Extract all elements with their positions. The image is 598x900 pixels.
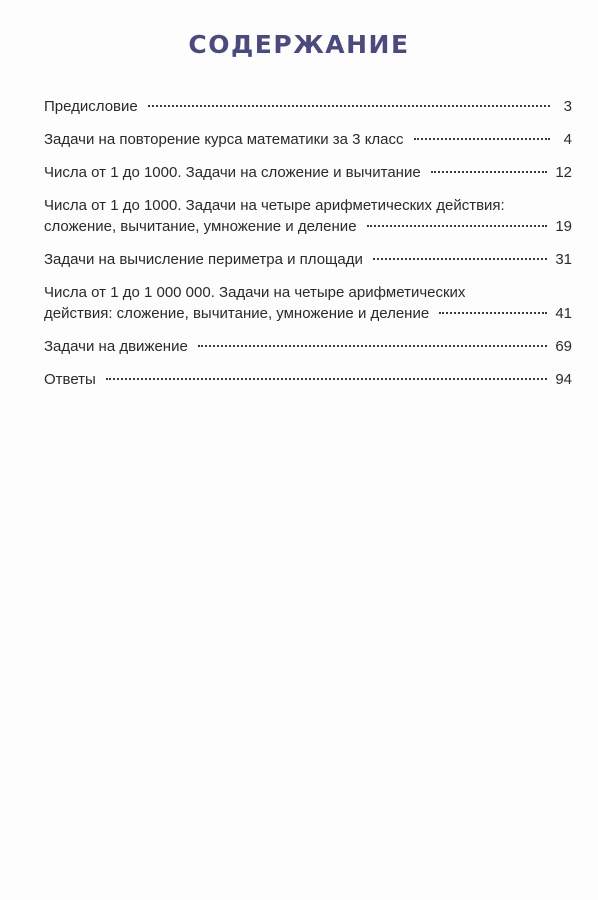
toc-entry-page: 12 xyxy=(555,164,572,181)
toc-entry-page: 4 xyxy=(563,131,572,148)
toc-entry[interactable] xyxy=(44,282,572,324)
dot-leader xyxy=(367,225,548,227)
toc-entry-title: Задачи на вычисление периметра и площади xyxy=(44,251,363,268)
toc-entry-title: Числа от 1 до 1000. Задачи на сложение и вычитание xyxy=(44,164,421,181)
dot-leader xyxy=(373,258,547,260)
toc-entry[interactable] xyxy=(44,249,572,270)
toc-entry[interactable] xyxy=(44,369,572,390)
toc-entry-title: Ответы xyxy=(44,371,96,388)
toc-entry[interactable] xyxy=(44,96,572,117)
toc-entry[interactable] xyxy=(44,195,572,237)
dot-leader xyxy=(414,138,550,140)
dot-leader xyxy=(106,378,547,380)
toc-entry-title-line-1: Числа от 1 до 1 000 000. Задачи на четыре арифметических xyxy=(44,284,466,301)
toc-entry-title: Предисловие xyxy=(44,98,138,115)
table-of-contents xyxy=(44,96,572,402)
toc-entry-title-line-2: действия: сложение, вычитание, умножение и деление xyxy=(44,305,430,322)
toc-entry[interactable] xyxy=(44,162,572,183)
toc-entry-title-line-2: сложение, вычитание, умножение и деление xyxy=(44,218,357,235)
toc-entry-title-line-1: Числа от 1 до 1000. Задачи на четыре арифметических действия: xyxy=(44,197,505,214)
dot-leader xyxy=(148,105,550,107)
page-title: СОДЕРЖАНИЕ xyxy=(188,30,410,59)
toc-entry-page: 31 xyxy=(555,251,572,268)
toc-entry-page: 94 xyxy=(555,371,572,388)
toc-entry-page: 3 xyxy=(563,98,572,115)
toc-entry-page: 19 xyxy=(555,218,572,235)
dot-leader xyxy=(431,171,548,173)
dot-leader xyxy=(198,345,548,347)
toc-entry-title: Задачи на повторение курса математики за 3 класс xyxy=(44,131,404,148)
toc-entry-page: 69 xyxy=(555,338,572,355)
toc-entry[interactable] xyxy=(44,336,572,357)
toc-entry[interactable] xyxy=(44,129,572,150)
toc-entry-title: Задачи на движение xyxy=(44,338,188,355)
toc-entry-page: 41 xyxy=(555,305,572,322)
dot-leader xyxy=(439,312,547,314)
